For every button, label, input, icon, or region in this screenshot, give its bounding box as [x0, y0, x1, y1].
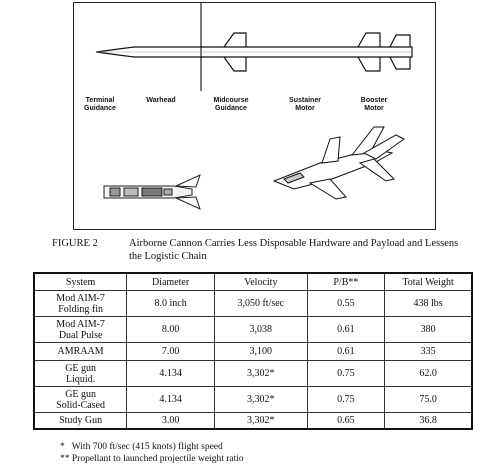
- cell-system: GE gun Solid-Cased: [34, 387, 127, 413]
- cell-pb: 0.55: [307, 291, 384, 317]
- cell-velocity: 3,302*: [214, 361, 307, 387]
- cell-weight: 438 lbs: [385, 291, 472, 317]
- label-booster-motor: Booster Motor: [360, 97, 388, 112]
- header-diameter: Diameter: [127, 273, 215, 291]
- cell-weight: 36.8: [385, 413, 472, 429]
- cell-pb: 0.61: [307, 317, 384, 343]
- cell-weight: 62.0: [385, 361, 472, 387]
- table-header-row: [34, 273, 472, 291]
- projectile-cutaway: [104, 175, 200, 209]
- cell-diameter: 7.00: [127, 343, 215, 361]
- cell-diameter: 8.0 inch: [127, 291, 215, 317]
- cell-system: Mod AIM-7 Folding fin: [34, 291, 127, 317]
- figure-illustration: [74, 3, 437, 231]
- table-row: [34, 317, 472, 343]
- cell-velocity: 3,100: [214, 343, 307, 361]
- cell-system: AMRAAM: [34, 343, 127, 361]
- aircraft-sketch: [274, 127, 404, 199]
- header-velocity: Velocity: [214, 273, 307, 291]
- cell-system: Study Gun: [34, 413, 127, 429]
- cell-system: GE gun Liquid.: [34, 361, 127, 387]
- label-terminal-guidance: Terminal Guidance: [84, 97, 116, 112]
- caption-text: Airborne Cannon Carries Less Disposable Hardware and Payload and Lessens the Logistic Chain: [129, 238, 459, 262]
- cell-pb: 0.61: [307, 343, 384, 361]
- cell-weight: 380: [385, 317, 472, 343]
- cell-diameter: 4.134: [127, 361, 215, 387]
- table-row: [34, 291, 472, 317]
- label-midcourse-guidance: Midcourse Guidance: [213, 97, 249, 112]
- table-row: [34, 413, 472, 429]
- header-pb: P/B**: [307, 273, 384, 291]
- cell-system: Mod AIM-7 Dual Pulse: [34, 317, 127, 343]
- cell-pb: 0.75: [307, 387, 384, 413]
- header-system: System: [34, 273, 127, 291]
- table-row: [34, 361, 472, 387]
- label-sustainer-motor: Sustainer Motor: [289, 97, 321, 112]
- cell-velocity: 3,038: [214, 317, 307, 343]
- cell-diameter: 3.00: [127, 413, 215, 429]
- cell-velocity: 3,302*: [214, 387, 307, 413]
- cell-diameter: 8.00: [127, 317, 215, 343]
- label-warhead: Warhead: [146, 97, 176, 104]
- missile-diagram: [96, 33, 412, 71]
- cell-velocity: 3,302*: [214, 413, 307, 429]
- comparison-table: [33, 272, 473, 430]
- cell-pb: 0.65: [307, 413, 384, 429]
- cell-diameter: 4.134: [127, 387, 215, 413]
- table-row: [34, 343, 472, 361]
- footnote-velocity: * With 700 ft/sec (415 knots) flight speed: [60, 442, 223, 452]
- footnote-pb-ratio: ** Propellant to launched projectile weight ratio: [60, 454, 244, 464]
- cell-weight: 335: [385, 343, 472, 361]
- table-row: [34, 387, 472, 413]
- cell-pb: 0.75: [307, 361, 384, 387]
- cell-weight: 75.0: [385, 387, 472, 413]
- figure-panel: [73, 2, 436, 230]
- header-total-weight: Total Weight: [385, 273, 472, 291]
- cell-velocity: 3,050 ft/sec: [214, 291, 307, 317]
- footnotes: [60, 441, 244, 465]
- figure-number: FIGURE 2: [52, 238, 98, 249]
